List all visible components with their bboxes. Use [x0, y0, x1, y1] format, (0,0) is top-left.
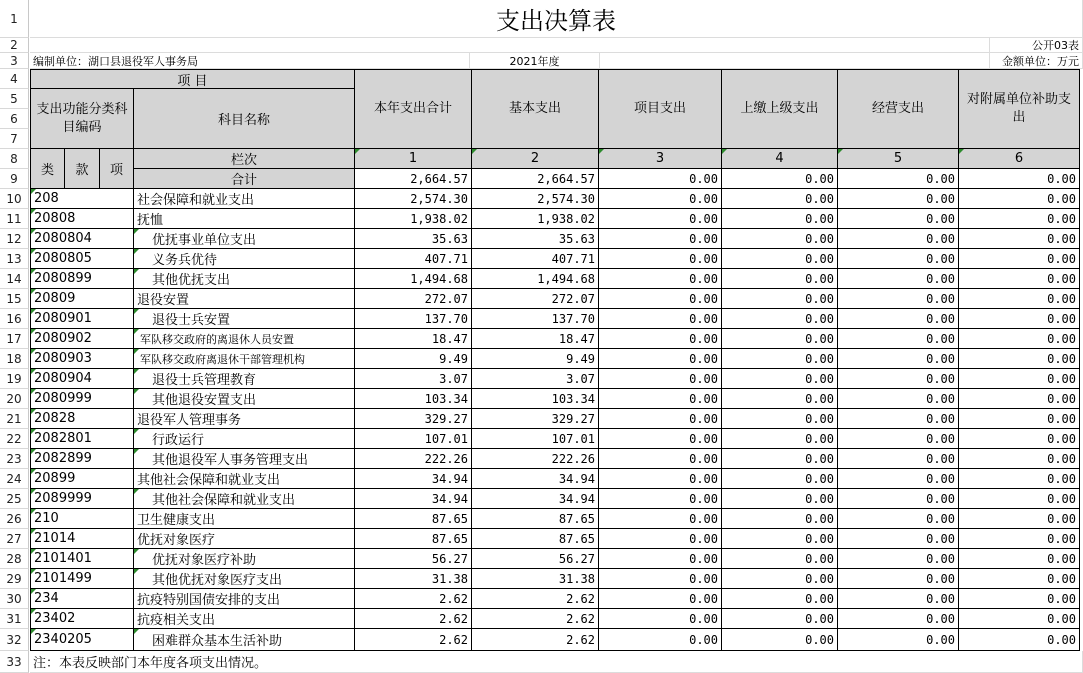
- row-number[interactable]: 2: [0, 38, 29, 53]
- cell-marker-icon: [355, 149, 360, 154]
- amount-cell[interactable]: 0.00: [599, 189, 722, 209]
- amount-cell[interactable]: 0.00: [599, 529, 722, 549]
- row-number[interactable]: 11: [0, 209, 29, 229]
- amount-cell[interactable]: 0.00: [722, 389, 838, 409]
- amount-cell[interactable]: 0.00: [722, 189, 838, 209]
- subject-code-cell[interactable]: 2080903: [30, 349, 134, 369]
- cell-marker-icon: [134, 629, 139, 634]
- row-number[interactable]: 7: [0, 129, 29, 149]
- cell-marker-icon: [31, 629, 36, 634]
- cell-marker-icon: [134, 549, 139, 554]
- amount-cell[interactable]: 0.00: [722, 609, 838, 629]
- amount-cell[interactable]: 1,494.68: [472, 269, 599, 289]
- cell-marker-icon: [31, 449, 36, 454]
- amount-cell[interactable]: 0.00: [959, 489, 1080, 509]
- amount-cell[interactable]: 3.07: [355, 369, 472, 389]
- amount-cell[interactable]: 329.27: [472, 409, 599, 429]
- row-number[interactable]: 23: [0, 449, 29, 469]
- amount-cell[interactable]: 0.00: [722, 309, 838, 329]
- subject-code-cell[interactable]: 20899: [30, 469, 134, 489]
- amount-cell[interactable]: 0.00: [599, 369, 722, 389]
- row-number[interactable]: 1: [0, 0, 29, 38]
- amount-cell[interactable]: 0.00: [959, 469, 1080, 489]
- subject-code-cell[interactable]: 21014: [30, 529, 134, 549]
- amount-cell[interactable]: 0.00: [838, 569, 959, 589]
- row-number[interactable]: 3: [0, 53, 29, 69]
- cell-marker-icon: [31, 429, 36, 434]
- cell-marker-icon: [31, 349, 36, 354]
- amount-cell[interactable]: 35.63: [355, 229, 472, 249]
- amount-cell[interactable]: 31.38: [355, 569, 472, 589]
- amount-cell[interactable]: 0.00: [838, 189, 959, 209]
- amount-cell[interactable]: 0.00: [599, 309, 722, 329]
- header-lei[interactable]: 类: [30, 149, 65, 189]
- header-lanci[interactable]: 栏次: [134, 149, 355, 169]
- subject-name-cell[interactable]: 优抚对象医疗: [134, 529, 355, 549]
- cell-marker-icon: [134, 249, 139, 254]
- amount-cell[interactable]: 0.00: [722, 509, 838, 529]
- amount-cell[interactable]: 0.00: [959, 509, 1080, 529]
- subject-code-cell[interactable]: 20808: [30, 209, 134, 229]
- cell-marker-icon: [31, 529, 36, 534]
- amount-cell[interactable]: 0.00: [599, 409, 722, 429]
- cell-marker-icon: [31, 409, 36, 414]
- amount-cell[interactable]: 0.00: [959, 189, 1080, 209]
- subject-code-cell[interactable]: 2080899: [30, 269, 134, 289]
- amount-cell[interactable]: 2,574.30: [355, 189, 472, 209]
- amount-cell[interactable]: 0.00: [838, 369, 959, 389]
- subject-code-cell[interactable]: 2101401: [30, 549, 134, 569]
- total-value-cell[interactable]: 0.00: [959, 169, 1080, 189]
- amount-cell[interactable]: 35.63: [472, 229, 599, 249]
- subject-name-cell[interactable]: 退役军人管理事务: [134, 409, 355, 429]
- amount-cell[interactable]: 0.00: [599, 229, 722, 249]
- amount-cell[interactable]: 137.70: [472, 309, 599, 329]
- amount-cell[interactable]: 2.62: [355, 629, 472, 651]
- subject-code-cell[interactable]: 20809: [30, 289, 134, 309]
- amount-cell[interactable]: 0.00: [838, 509, 959, 529]
- amount-cell[interactable]: 0.00: [959, 289, 1080, 309]
- cell-marker-icon: [959, 149, 964, 154]
- amount-cell[interactable]: 0.00: [959, 609, 1080, 629]
- amount-cell[interactable]: 56.27: [472, 549, 599, 569]
- amount-cell[interactable]: 0.00: [959, 229, 1080, 249]
- amount-cell[interactable]: 9.49: [355, 349, 472, 369]
- subject-code-cell[interactable]: 2089999: [30, 489, 134, 509]
- row-number[interactable]: 9: [0, 169, 29, 189]
- subject-name-cell[interactable]: 其他优抚对象医疗支出: [134, 569, 355, 589]
- cell-marker-icon: [472, 149, 477, 154]
- row-number[interactable]: 29: [0, 569, 29, 589]
- amount-cell[interactable]: 0.00: [599, 389, 722, 409]
- amount-cell[interactable]: 0.00: [838, 269, 959, 289]
- fiscal-year[interactable]: 2021年度: [470, 53, 600, 69]
- header-xiang[interactable]: 项: [100, 149, 134, 189]
- subject-code-cell[interactable]: 208: [30, 189, 134, 209]
- cell-marker-icon: [31, 249, 36, 254]
- row-number[interactable]: 28: [0, 549, 29, 569]
- amount-cell[interactable]: 0.00: [722, 249, 838, 269]
- cell-marker-icon: [31, 209, 36, 214]
- amount-cell[interactable]: 0.00: [599, 209, 722, 229]
- amount-cell[interactable]: 0.00: [599, 249, 722, 269]
- amount-unit[interactable]: 金额单位：万元: [990, 53, 1083, 69]
- amount-cell[interactable]: 2.62: [472, 609, 599, 629]
- amount-cell[interactable]: 0.00: [722, 469, 838, 489]
- compiling-unit[interactable]: 编制单位：湖口县退役军人事务局: [30, 53, 470, 69]
- amount-cell[interactable]: 103.34: [472, 389, 599, 409]
- amount-cell[interactable]: 0.00: [722, 409, 838, 429]
- amount-cell[interactable]: 0.00: [959, 549, 1080, 569]
- cell-marker-icon: [31, 549, 36, 554]
- amount-cell[interactable]: 0.00: [722, 589, 838, 609]
- cell-marker-icon: [31, 389, 36, 394]
- amount-cell[interactable]: 0.00: [599, 509, 722, 529]
- subject-code-cell[interactable]: 2340205: [30, 629, 134, 651]
- subject-name-cell[interactable]: 抗疫特别国债安排的支出: [134, 589, 355, 609]
- subject-name-cell[interactable]: 抚恤: [134, 209, 355, 229]
- amount-cell[interactable]: 0.00: [838, 309, 959, 329]
- row-number[interactable]: 13: [0, 249, 29, 269]
- subject-code-cell[interactable]: 210: [30, 509, 134, 529]
- subject-name-cell[interactable]: 退役士兵管理教育: [134, 369, 355, 389]
- column-header[interactable]: 项目支出: [599, 69, 722, 149]
- subject-name-cell[interactable]: 军队移交政府的离退休人员安置: [134, 329, 355, 349]
- header-xiangmu[interactable]: 项 目: [30, 69, 355, 89]
- amount-cell[interactable]: 0.00: [722, 289, 838, 309]
- cell-marker-icon: [722, 149, 727, 154]
- amount-cell[interactable]: 0.00: [722, 269, 838, 289]
- amount-cell[interactable]: 0.00: [722, 209, 838, 229]
- sheet-title[interactable]: 支出决算表: [30, 0, 1083, 38]
- amount-cell[interactable]: 107.01: [472, 429, 599, 449]
- row-number[interactable]: 18: [0, 349, 29, 369]
- amount-cell[interactable]: 34.94: [355, 489, 472, 509]
- subject-code-cell[interactable]: 2080999: [30, 389, 134, 409]
- amount-cell[interactable]: 0.00: [959, 629, 1080, 651]
- amount-cell[interactable]: 0.00: [722, 449, 838, 469]
- subject-code-cell[interactable]: 2101499: [30, 569, 134, 589]
- cell-marker-icon: [31, 269, 36, 274]
- cell-marker-icon: [599, 149, 604, 154]
- subject-name-cell[interactable]: 其他退役军人事务管理支出: [134, 449, 355, 469]
- row-number[interactable]: 19: [0, 369, 29, 389]
- subject-name-cell[interactable]: 卫生健康支出: [134, 509, 355, 529]
- cell-marker-icon: [134, 429, 139, 434]
- column-header[interactable]: 基本支出: [472, 69, 599, 149]
- column-number[interactable]: 6: [959, 149, 1080, 169]
- subject-code-cell[interactable]: 2080805: [30, 249, 134, 269]
- amount-cell[interactable]: 0.00: [722, 489, 838, 509]
- row-number[interactable]: 14: [0, 269, 29, 289]
- amount-cell[interactable]: 34.94: [472, 489, 599, 509]
- amount-cell[interactable]: 0.00: [722, 549, 838, 569]
- row-number[interactable]: 24: [0, 469, 29, 489]
- row-number[interactable]: 21: [0, 409, 29, 429]
- column-number[interactable]: 4: [722, 149, 838, 169]
- amount-cell[interactable]: 0.00: [959, 269, 1080, 289]
- row-number[interactable]: 6: [0, 109, 29, 129]
- amount-cell[interactable]: 0.00: [722, 369, 838, 389]
- subject-code-cell[interactable]: 2082801: [30, 429, 134, 449]
- cell-marker-icon: [134, 269, 139, 274]
- amount-cell[interactable]: 0.00: [838, 529, 959, 549]
- amount-cell[interactable]: 87.65: [355, 529, 472, 549]
- row-number[interactable]: 12: [0, 229, 29, 249]
- cell-marker-icon: [134, 389, 139, 394]
- amount-cell[interactable]: 107.01: [355, 429, 472, 449]
- amount-cell[interactable]: 0.00: [838, 389, 959, 409]
- amount-cell[interactable]: 0.00: [599, 289, 722, 309]
- row-number[interactable]: 5: [0, 89, 29, 109]
- cell-marker-icon: [134, 489, 139, 494]
- cell-marker-icon: [31, 489, 36, 494]
- amount-cell[interactable]: 0.00: [838, 629, 959, 651]
- amount-cell[interactable]: 0.00: [838, 349, 959, 369]
- cell-marker-icon: [31, 229, 36, 234]
- row-number[interactable]: 25: [0, 489, 29, 509]
- amount-cell[interactable]: 407.71: [472, 249, 599, 269]
- amount-cell[interactable]: 0.00: [599, 349, 722, 369]
- cell-marker-icon: [134, 309, 139, 314]
- column-number[interactable]: 1: [355, 149, 472, 169]
- row-number[interactable]: 26: [0, 509, 29, 529]
- amount-cell[interactable]: 0.00: [959, 569, 1080, 589]
- amount-cell[interactable]: 0.00: [722, 329, 838, 349]
- row-number[interactable]: 31: [0, 609, 29, 629]
- cell-marker-icon: [134, 329, 139, 334]
- amount-cell[interactable]: 0.00: [959, 409, 1080, 429]
- amount-cell[interactable]: 2,574.30: [472, 189, 599, 209]
- amount-cell[interactable]: 0.00: [959, 449, 1080, 469]
- cell-marker-icon: [134, 349, 139, 354]
- cell-marker-icon: [31, 289, 36, 294]
- subject-name-cell[interactable]: 义务兵优待: [134, 249, 355, 269]
- amount-cell[interactable]: 0.00: [599, 629, 722, 651]
- amount-cell[interactable]: 222.26: [355, 449, 472, 469]
- row-number[interactable]: 32: [0, 629, 29, 651]
- amount-cell[interactable]: 0.00: [838, 209, 959, 229]
- amount-cell[interactable]: 0.00: [599, 489, 722, 509]
- subject-code-cell[interactable]: 2080902: [30, 329, 134, 349]
- amount-cell[interactable]: 0.00: [599, 569, 722, 589]
- subject-name-cell[interactable]: 行政运行: [134, 429, 355, 449]
- amount-cell[interactable]: 0.00: [722, 529, 838, 549]
- header-subject-name[interactable]: 科目名称: [134, 89, 355, 149]
- amount-cell[interactable]: 2.62: [472, 589, 599, 609]
- subject-name-cell[interactable]: 困难群众基本生活补助: [134, 629, 355, 651]
- amount-cell[interactable]: 0.00: [838, 549, 959, 569]
- amount-cell[interactable]: 0.00: [599, 329, 722, 349]
- amount-cell[interactable]: 0.00: [959, 429, 1080, 449]
- subject-code-cell[interactable]: 234: [30, 589, 134, 609]
- subject-code-cell[interactable]: 2080904: [30, 369, 134, 389]
- cell-marker-icon: [134, 449, 139, 454]
- column-header[interactable]: 本年支出合计: [355, 69, 472, 149]
- subject-name-cell[interactable]: 优抚事业单位支出: [134, 229, 355, 249]
- amount-cell[interactable]: 0.00: [959, 389, 1080, 409]
- column-number[interactable]: 3: [599, 149, 722, 169]
- cell-marker-icon: [31, 509, 36, 514]
- amount-cell[interactable]: 222.26: [472, 449, 599, 469]
- subject-name-cell[interactable]: 优抚对象医疗补助: [134, 549, 355, 569]
- subject-name-cell[interactable]: 社会保障和就业支出: [134, 189, 355, 209]
- row-number[interactable]: 15: [0, 289, 29, 309]
- amount-cell[interactable]: 0.00: [838, 469, 959, 489]
- amount-cell[interactable]: 103.34: [355, 389, 472, 409]
- amount-cell[interactable]: 0.00: [959, 529, 1080, 549]
- total-value-cell[interactable]: 2,664.57: [355, 169, 472, 189]
- subject-name-cell[interactable]: 其他退役安置支出: [134, 389, 355, 409]
- amount-cell[interactable]: 0.00: [599, 589, 722, 609]
- cell-marker-icon: [31, 369, 36, 374]
- total-value-cell[interactable]: 2,664.57: [472, 169, 599, 189]
- amount-cell[interactable]: 0.00: [959, 249, 1080, 269]
- amount-cell[interactable]: 34.94: [472, 469, 599, 489]
- amount-cell[interactable]: 31.38: [472, 569, 599, 589]
- row-number[interactable]: 16: [0, 309, 29, 329]
- amount-cell[interactable]: 0.00: [838, 489, 959, 509]
- amount-cell[interactable]: 0.00: [959, 349, 1080, 369]
- amount-cell[interactable]: 0.00: [838, 589, 959, 609]
- row-number[interactable]: 17: [0, 329, 29, 349]
- amount-cell[interactable]: 0.00: [959, 589, 1080, 609]
- cell-marker-icon: [31, 189, 36, 194]
- subject-name-cell[interactable]: 军队移交政府离退休干部管理机构: [134, 349, 355, 369]
- amount-cell[interactable]: 329.27: [355, 409, 472, 429]
- amount-cell[interactable]: 0.00: [838, 429, 959, 449]
- amount-cell[interactable]: 1,938.02: [355, 209, 472, 229]
- cell-marker-icon: [31, 309, 36, 314]
- subject-name-cell[interactable]: 抗疫相关支出: [134, 609, 355, 629]
- subject-name-cell[interactable]: 退役安置: [134, 289, 355, 309]
- column-header[interactable]: 经营支出: [838, 69, 959, 149]
- amount-cell[interactable]: 1,494.68: [355, 269, 472, 289]
- amount-cell[interactable]: 272.07: [355, 289, 472, 309]
- footnote[interactable]: 注：本表反映部门本年度各项支出情况。: [30, 651, 1083, 673]
- amount-cell[interactable]: 2.62: [355, 609, 472, 629]
- row-number[interactable]: 27: [0, 529, 29, 549]
- amount-cell[interactable]: 56.27: [355, 549, 472, 569]
- cell-marker-icon: [31, 329, 36, 334]
- row-number[interactable]: 33: [0, 651, 29, 673]
- amount-cell[interactable]: 34.94: [355, 469, 472, 489]
- subject-code-cell[interactable]: 2080901: [30, 309, 134, 329]
- amount-cell[interactable]: 3.07: [472, 369, 599, 389]
- amount-cell[interactable]: 0.00: [722, 429, 838, 449]
- cell-marker-icon: [134, 369, 139, 374]
- amount-cell[interactable]: 407.71: [355, 249, 472, 269]
- amount-cell[interactable]: 0.00: [722, 229, 838, 249]
- subject-code-cell[interactable]: 23402: [30, 609, 134, 629]
- form-code[interactable]: 公开03表: [990, 38, 1083, 53]
- header-code[interactable]: 支出功能分类科目编码: [30, 89, 134, 149]
- column-number[interactable]: 5: [838, 149, 959, 169]
- amount-cell[interactable]: 0.00: [838, 609, 959, 629]
- amount-cell[interactable]: 0.00: [959, 369, 1080, 389]
- header-total-label[interactable]: 合计: [134, 169, 355, 189]
- amount-cell[interactable]: 0.00: [599, 449, 722, 469]
- subject-code-cell[interactable]: 2082899: [30, 449, 134, 469]
- amount-cell[interactable]: 87.65: [355, 509, 472, 529]
- amount-cell[interactable]: 0.00: [959, 329, 1080, 349]
- amount-cell[interactable]: 18.47: [472, 329, 599, 349]
- column-number[interactable]: 2: [472, 149, 599, 169]
- subject-name-cell[interactable]: 其他优抚支出: [134, 269, 355, 289]
- amount-cell[interactable]: 0.00: [838, 409, 959, 429]
- amount-cell[interactable]: 0.00: [959, 209, 1080, 229]
- amount-cell[interactable]: 0.00: [599, 269, 722, 289]
- amount-cell[interactable]: 0.00: [838, 249, 959, 269]
- row-number[interactable]: 22: [0, 429, 29, 449]
- subject-name-cell[interactable]: 其他社会保障和就业支出: [134, 469, 355, 489]
- header-kuan[interactable]: 款: [65, 149, 100, 189]
- amount-cell[interactable]: 0.00: [838, 289, 959, 309]
- amount-cell[interactable]: 0.00: [838, 329, 959, 349]
- amount-cell[interactable]: 0.00: [722, 349, 838, 369]
- amount-cell[interactable]: 0.00: [599, 469, 722, 489]
- cell-marker-icon: [31, 569, 36, 574]
- amount-cell[interactable]: 18.47: [355, 329, 472, 349]
- amount-cell[interactable]: 0.00: [722, 629, 838, 651]
- amount-cell[interactable]: 1,938.02: [472, 209, 599, 229]
- subject-code-cell[interactable]: 2080804: [30, 229, 134, 249]
- column-header[interactable]: 上缴上级支出: [722, 69, 838, 149]
- column-header[interactable]: 对附属单位补助支出: [959, 69, 1080, 149]
- amount-cell[interactable]: 2.62: [472, 629, 599, 651]
- cell-marker-icon: [134, 229, 139, 234]
- subject-code-cell[interactable]: 20828: [30, 409, 134, 429]
- subject-name-cell[interactable]: 其他社会保障和就业支出: [134, 489, 355, 509]
- amount-cell[interactable]: 2.62: [355, 589, 472, 609]
- amount-cell[interactable]: 272.07: [472, 289, 599, 309]
- row-number[interactable]: 10: [0, 189, 29, 209]
- row-number[interactable]: 8: [0, 149, 29, 169]
- amount-cell[interactable]: 0.00: [838, 229, 959, 249]
- cell-marker-icon: [134, 569, 139, 574]
- amount-cell[interactable]: 87.65: [472, 529, 599, 549]
- cell-marker-icon: [31, 609, 36, 614]
- amount-cell[interactable]: 0.00: [722, 569, 838, 589]
- amount-cell[interactable]: 0.00: [959, 309, 1080, 329]
- cell-marker-icon: [31, 589, 36, 594]
- amount-cell[interactable]: 0.00: [599, 609, 722, 629]
- amount-cell[interactable]: 137.70: [355, 309, 472, 329]
- blank-row-2[interactable]: [30, 38, 990, 53]
- total-value-cell[interactable]: 0.00: [838, 169, 959, 189]
- row-number[interactable]: 20: [0, 389, 29, 409]
- cell-marker-icon: [838, 149, 843, 154]
- subject-name-cell[interactable]: 退役士兵安置: [134, 309, 355, 329]
- amount-cell[interactable]: 0.00: [599, 429, 722, 449]
- row-number[interactable]: 4: [0, 69, 29, 89]
- amount-cell[interactable]: 0.00: [599, 549, 722, 569]
- amount-cell[interactable]: 0.00: [838, 449, 959, 469]
- blank-row-3[interactable]: [600, 53, 990, 69]
- amount-cell[interactable]: 87.65: [472, 509, 599, 529]
- total-value-cell[interactable]: 0.00: [599, 169, 722, 189]
- total-value-cell[interactable]: 0.00: [722, 169, 838, 189]
- row-number[interactable]: 30: [0, 589, 29, 609]
- cell-marker-icon: [31, 469, 36, 474]
- amount-cell[interactable]: 9.49: [472, 349, 599, 369]
